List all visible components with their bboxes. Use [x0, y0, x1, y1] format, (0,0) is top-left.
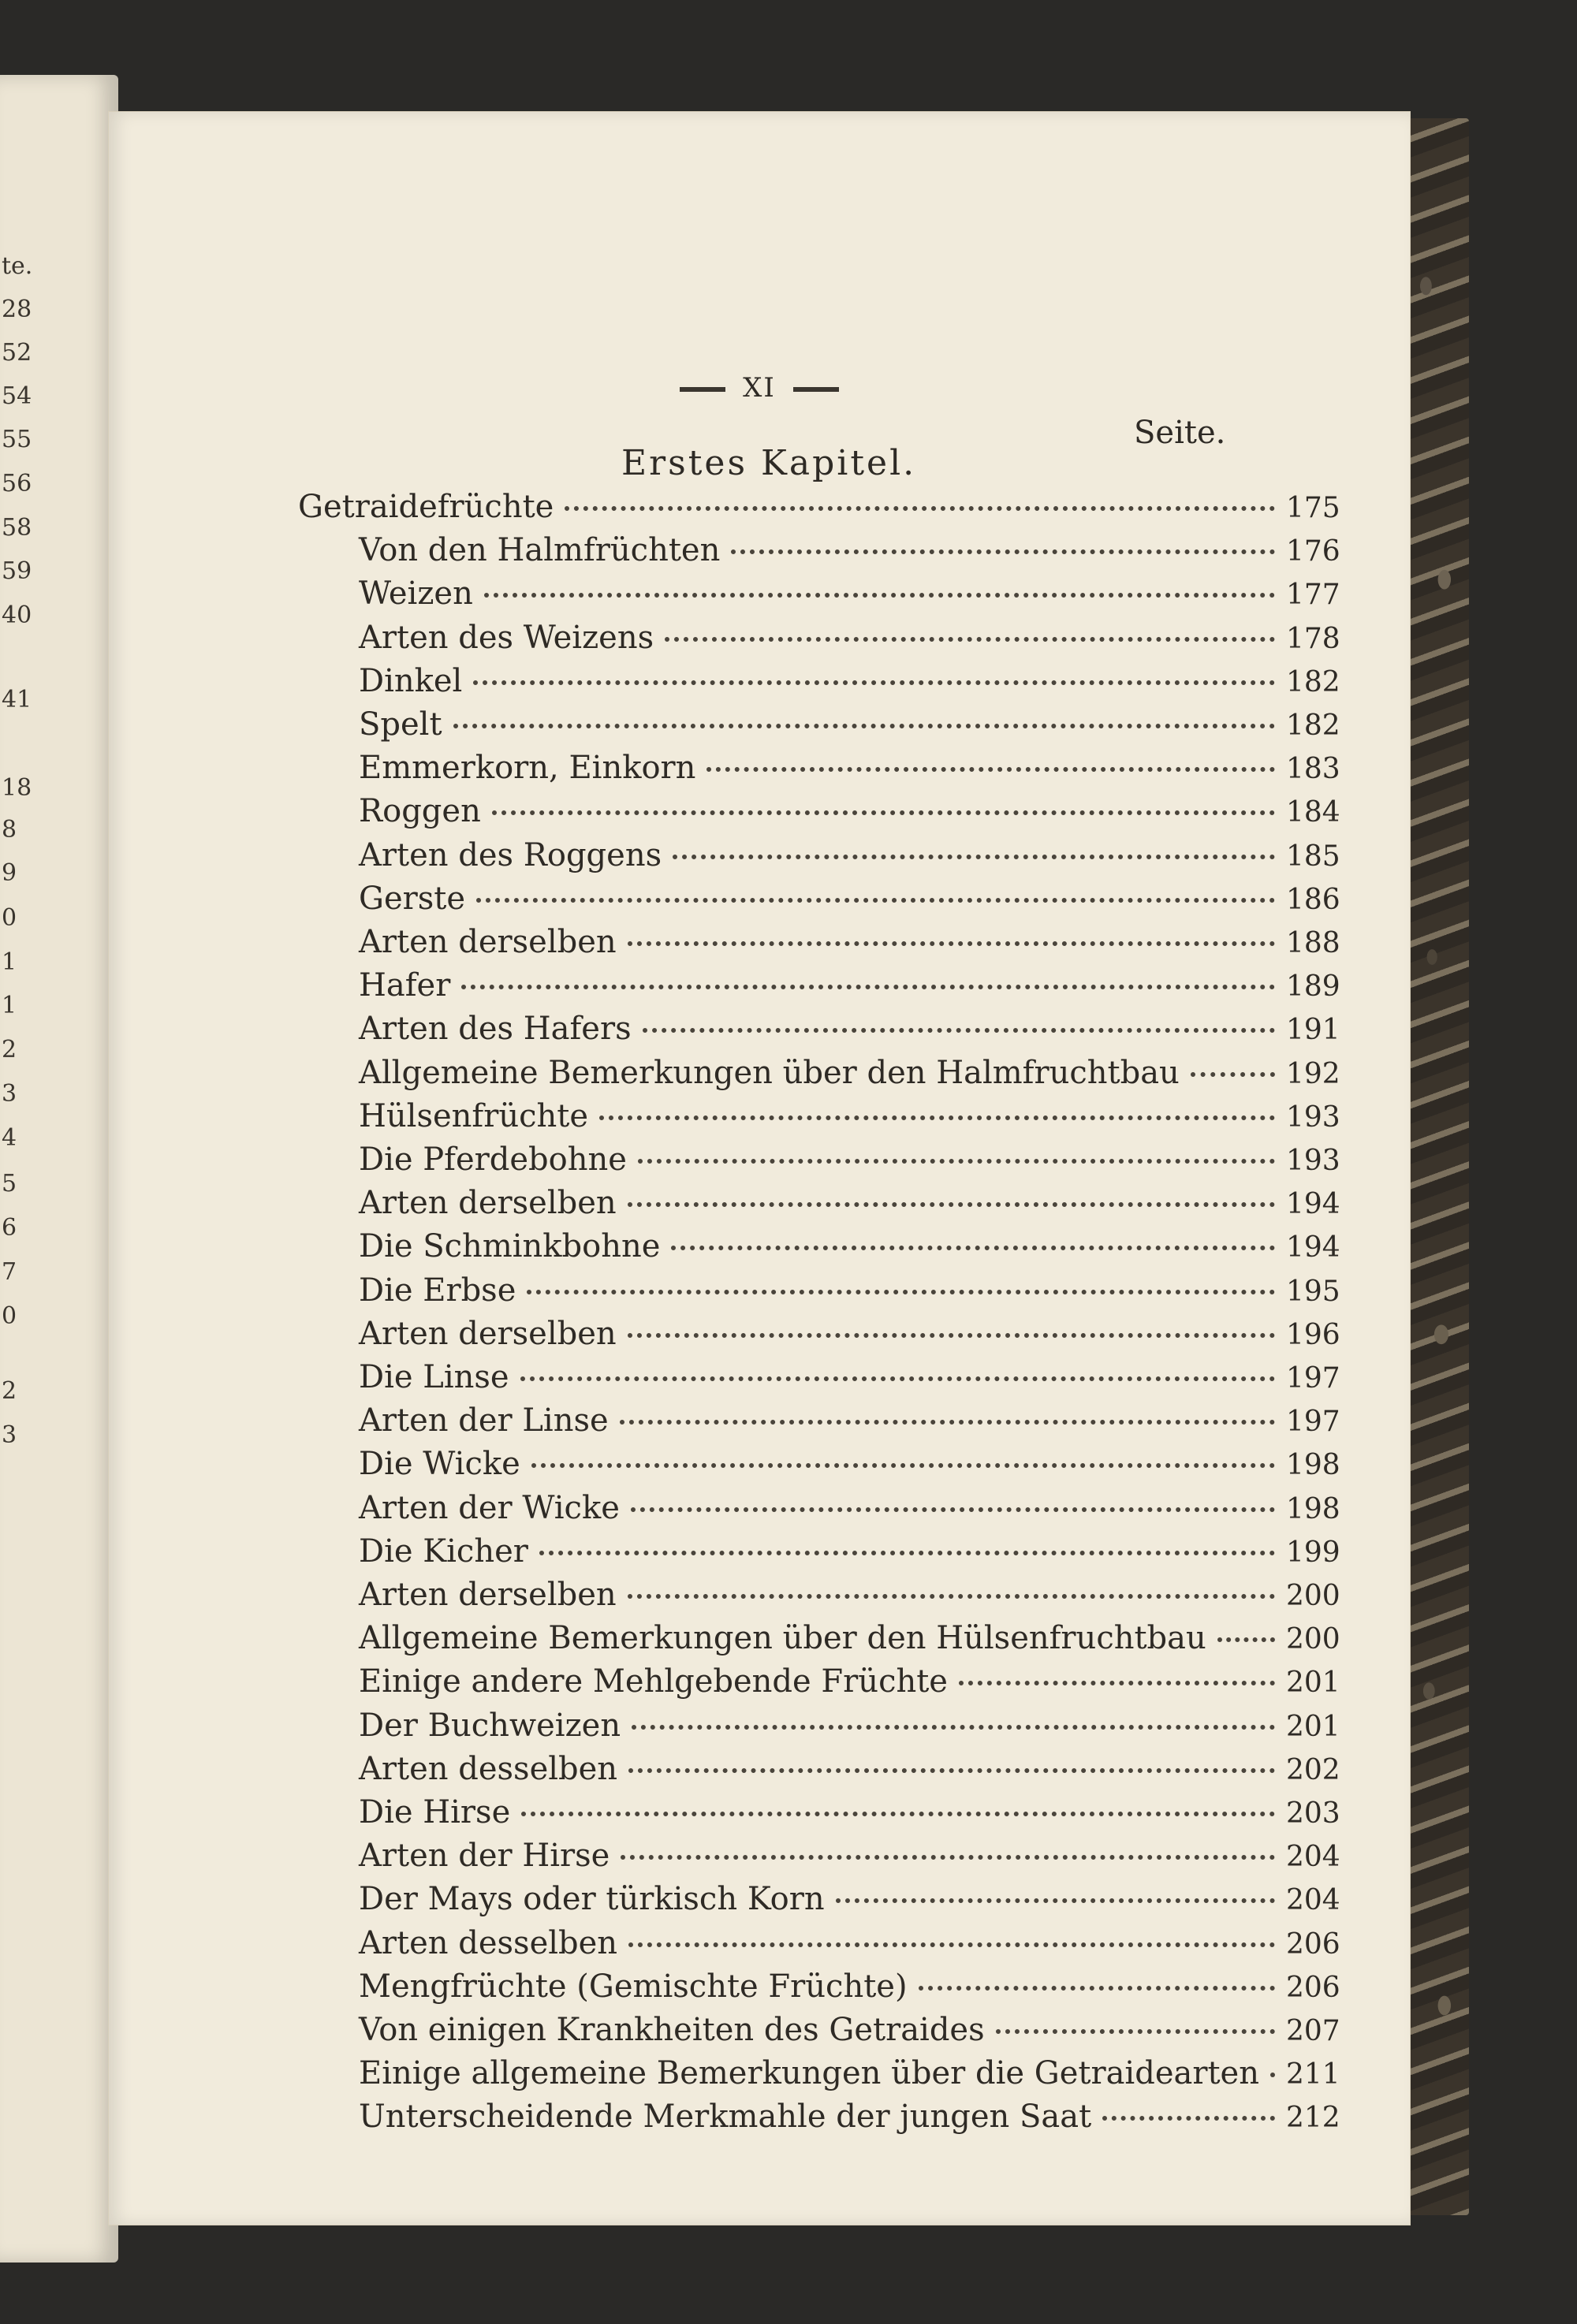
- toc-entry: [359, 1577, 1340, 1618]
- left-page-number: 2: [2, 1036, 17, 1063]
- dot-leader: [484, 593, 1275, 598]
- toc-entry: [359, 662, 1340, 704]
- dot-leader: [1102, 2116, 1275, 2121]
- toc-entry-page-number: 198: [1286, 1449, 1340, 1482]
- dot-leader: [628, 1202, 1275, 1207]
- dot-leader: [520, 1376, 1275, 1381]
- dot-leader: [628, 1942, 1275, 1947]
- toc-entry-title: Einige andere Mehlgebende Früchte: [359, 1663, 948, 1700]
- dot-leader: [628, 1768, 1275, 1773]
- toc-entry-title: Allgemeine Bemerkungen über den Hülsenfruchtbau: [359, 1620, 1206, 1657]
- dot-leader: [1191, 1072, 1275, 1077]
- toc-entry-page-number: 183: [1286, 753, 1340, 786]
- toc-entry-title: Arten der Hirse: [359, 1838, 610, 1875]
- toc-entry-title: Mengfrüchte (Gemischte Früchte): [359, 1968, 908, 2005]
- toc-entry: [359, 532, 1340, 573]
- toc-entry: [359, 1097, 1340, 1139]
- dot-leader: [1217, 1637, 1275, 1642]
- toc-entry: [359, 1446, 1340, 1487]
- toc-entry: [359, 1315, 1340, 1357]
- toc-entry-page-number: 188: [1286, 927, 1340, 959]
- toc-entry-page-number: 197: [1286, 1406, 1340, 1439]
- toc-entry: [359, 1620, 1340, 1661]
- dot-leader: [836, 1898, 1275, 1903]
- toc-entry-title: Arten der Linse: [359, 1402, 609, 1439]
- rule-left: [680, 387, 725, 392]
- toc-entry-title: Roggen: [359, 793, 481, 830]
- toc-entry: [359, 1011, 1340, 1052]
- toc-entry-title: Dinkel: [359, 662, 463, 699]
- toc-entry-title: Hülsenfrüchte: [359, 1097, 588, 1134]
- left-page-number: 1: [2, 948, 17, 976]
- toc-entry-title: Arten der Wicke: [359, 1489, 620, 1526]
- toc-entry-page-number: 194: [1286, 1188, 1340, 1221]
- toc-entry: [359, 1359, 1340, 1400]
- left-page-number: 3: [2, 1080, 17, 1108]
- toc-entry-page-number: 196: [1286, 1318, 1340, 1351]
- toc-entry: [359, 1924, 1340, 1966]
- dot-leader: [671, 1246, 1275, 1250]
- toc-entry-page-number: 176: [1286, 535, 1340, 568]
- book-edge-marbling: [1407, 118, 1469, 2215]
- toc-entry-title: Die Erbse: [359, 1272, 516, 1309]
- left-page-number: 1: [2, 992, 17, 1019]
- toc-entry: [359, 1228, 1340, 1269]
- dot-leader: [628, 1333, 1275, 1338]
- toc-entry-title: Die Kicher: [359, 1533, 528, 1570]
- toc-entry-title: Allgemeine Bemerkungen über den Halmfruchtbau: [359, 1054, 1180, 1091]
- toc-entry-page-number: 193: [1286, 1145, 1340, 1177]
- toc-entry-title: Die Hirse: [359, 1794, 511, 1831]
- toc-entry-title: Arten derselben: [359, 1315, 617, 1352]
- toc-entry-title: Von einigen Krankheiten des Getraides: [359, 2012, 985, 2048]
- toc-entry: [359, 1794, 1340, 1835]
- toc-entry-title: Hafer: [359, 967, 451, 1004]
- toc-entry-title: Unterscheidende Merkmahle der jungen Saat: [359, 2099, 1092, 2136]
- toc-entry: [359, 1533, 1340, 1574]
- left-page-number: 58: [2, 514, 32, 542]
- toc-entry-title: Arten desselben: [359, 1750, 618, 1787]
- toc-entry: [359, 706, 1340, 747]
- toc-entry-title: Die Schminkbohne: [359, 1228, 661, 1265]
- left-page-number: 56: [2, 470, 32, 497]
- toc-entry-page-number: 193: [1286, 1101, 1340, 1134]
- toc-entry-page-number: 178: [1286, 622, 1340, 655]
- left-page-number: te.: [2, 252, 33, 280]
- dot-leader: [996, 2029, 1275, 2034]
- toc-entry-title: Einige allgemeine Bemerkungen über die Getraidearten: [359, 2055, 1259, 2092]
- toc-entry: [298, 489, 1340, 530]
- dot-leader: [673, 855, 1275, 859]
- dot-leader: [631, 1507, 1275, 1512]
- toc-entry-page-number: 189: [1286, 970, 1340, 1004]
- toc-entry-title: Arten desselben: [359, 1924, 618, 1961]
- left-page-number: 40: [2, 601, 32, 629]
- dot-leader: [492, 810, 1275, 815]
- toc-entry-page-number: 182: [1286, 665, 1340, 698]
- toc-entry-page-number: 204: [1286, 1841, 1340, 1874]
- toc-entry-page-number: 206: [1286, 1971, 1340, 2004]
- toc-entry-page-number: 177: [1286, 579, 1340, 612]
- dot-leader: [919, 1986, 1275, 1991]
- left-page-number: 0: [2, 904, 17, 932]
- left-page-number: 3: [2, 1421, 17, 1449]
- left-page-number: 0: [2, 1302, 17, 1330]
- toc-entry-title: Emmerkorn, Einkorn: [359, 750, 696, 787]
- toc-entry-page-number: 212: [1286, 2102, 1340, 2135]
- left-page-number: 54: [2, 382, 32, 410]
- rule-right: [793, 387, 839, 392]
- dot-leader: [521, 1812, 1275, 1816]
- dot-leader: [1270, 2073, 1275, 2077]
- page-number: XI: [743, 372, 776, 404]
- toc-entry-page-number: 200: [1286, 1580, 1340, 1612]
- toc-entry-page-number: 194: [1286, 1231, 1340, 1264]
- left-page-number: 9: [2, 859, 17, 887]
- toc-entry-page-number: 182: [1286, 709, 1340, 742]
- toc-entry: [359, 619, 1340, 661]
- left-page-number: 7: [2, 1258, 17, 1286]
- toc-entry: [359, 1750, 1340, 1792]
- toc-entry-page-number: 211: [1286, 2058, 1340, 2091]
- toc-entry-page-number: 192: [1286, 1057, 1340, 1090]
- left-page-number: 55: [2, 426, 32, 453]
- toc-entry-title: Die Wicke: [359, 1446, 520, 1483]
- dot-leader: [621, 1855, 1275, 1860]
- toc-entry: [359, 1054, 1340, 1096]
- toc-entry: [359, 836, 1340, 878]
- dot-leader: [565, 506, 1275, 511]
- toc-entry: [359, 1185, 1340, 1226]
- toc-entry-page-number: 186: [1286, 883, 1340, 916]
- book-page: [109, 112, 1410, 2225]
- left-page-number: 18: [2, 774, 32, 802]
- page-number-header: [109, 372, 1410, 404]
- toc-entry-page-number: 204: [1286, 1884, 1340, 1917]
- toc-entry-title: Die Linse: [359, 1359, 509, 1395]
- dot-leader: [531, 1463, 1275, 1468]
- toc-entry-title: Arten derselben: [359, 1185, 617, 1222]
- dot-leader: [665, 637, 1275, 642]
- toc-entry: [359, 967, 1340, 1008]
- toc-entry-title: Von den Halmfrüchten: [359, 532, 721, 569]
- dot-leader: [527, 1290, 1275, 1294]
- toc-entry-title: Gerste: [359, 880, 466, 917]
- dot-leader: [539, 1551, 1275, 1555]
- toc-entry-title: Arten des Weizens: [359, 619, 654, 656]
- toc-entry-title: Die Pferdebohne: [359, 1142, 627, 1178]
- toc-entry-title: Arten des Roggens: [359, 836, 662, 873]
- dot-leader: [453, 724, 1275, 728]
- toc-entry-page-number: 198: [1286, 1492, 1340, 1525]
- left-page-number: 2: [2, 1377, 17, 1405]
- toc-entry-page-number: 203: [1286, 1797, 1340, 1830]
- toc-entry-page-number: 200: [1286, 1623, 1340, 1656]
- toc-entry: [359, 1272, 1340, 1313]
- toc-entry-title: Arten derselben: [359, 1577, 617, 1613]
- toc-entry: [359, 924, 1340, 965]
- toc-entry: [359, 1142, 1340, 1182]
- toc-entry-title: Der Mays oder türkisch Korn: [359, 1881, 825, 1918]
- toc-entry-page-number: 202: [1286, 1753, 1340, 1786]
- toc-entry-page-number: 184: [1286, 796, 1340, 829]
- left-page-number: 5: [2, 1170, 17, 1197]
- toc-entry: [359, 1402, 1340, 1443]
- toc-entry: [359, 1968, 1340, 2009]
- toc-entry: [359, 880, 1340, 922]
- toc-entry: [359, 2012, 1340, 2053]
- dot-leader: [638, 1159, 1275, 1164]
- toc-entry-page-number: 175: [1286, 492, 1340, 524]
- left-page-number: 6: [2, 1214, 17, 1242]
- dot-leader: [628, 1594, 1275, 1599]
- toc-entry: [359, 1838, 1340, 1879]
- toc-entry: [359, 1663, 1340, 1704]
- toc-entry: [359, 1489, 1340, 1531]
- toc-entry-title: Spelt: [359, 706, 442, 743]
- toc-entry-title: Arten des Hafers: [359, 1011, 632, 1048]
- toc-entry-title: Arten derselben: [359, 924, 617, 960]
- toc-entry: [359, 1881, 1340, 1922]
- chapter-title: Erstes Kapitel.: [621, 443, 917, 483]
- dot-leader: [473, 680, 1275, 685]
- dot-leader: [599, 1115, 1275, 1120]
- toc-entry-page-number: 201: [1286, 1710, 1340, 1743]
- toc-entry: [359, 575, 1340, 616]
- toc-entry-page-number: 197: [1286, 1362, 1340, 1395]
- left-page-number: 52: [2, 339, 32, 367]
- toc-entry-page-number: 185: [1286, 840, 1340, 873]
- left-facing-page: [0, 75, 118, 2263]
- toc-entry: [359, 750, 1340, 791]
- seite-column-label: Seite.: [1134, 415, 1226, 451]
- toc-entry-page-number: 191: [1286, 1014, 1340, 1047]
- toc-entry: [359, 793, 1340, 834]
- toc-entry-title: Der Buchweizen: [359, 1707, 621, 1744]
- dot-leader: [628, 941, 1275, 946]
- toc-entry-page-number: 195: [1286, 1275, 1340, 1308]
- toc-entry-page-number: 201: [1286, 1667, 1340, 1700]
- left-page-number: 59: [2, 557, 32, 585]
- left-page-number: 41: [2, 686, 32, 713]
- toc-entry-title: Getraidefrüchte: [298, 489, 554, 525]
- dot-leader: [461, 985, 1275, 989]
- dot-leader: [620, 1420, 1275, 1425]
- left-page-number: 28: [2, 296, 32, 323]
- toc-entry-page-number: 199: [1286, 1536, 1340, 1569]
- left-page-number: 8: [2, 816, 17, 844]
- dot-leader: [706, 767, 1275, 772]
- left-page-number: 4: [2, 1124, 17, 1152]
- dot-leader: [643, 1028, 1275, 1033]
- dot-leader: [476, 898, 1275, 903]
- dot-leader: [731, 549, 1275, 554]
- toc-entry-page-number: 206: [1286, 1927, 1340, 1961]
- toc-entry: [359, 2099, 1340, 2140]
- toc-entry-page-number: 207: [1286, 2015, 1340, 2047]
- toc-entry: [359, 1707, 1340, 1749]
- toc-entry-title: Weizen: [359, 575, 473, 613]
- dot-leader: [632, 1725, 1275, 1730]
- toc-entry: [359, 2055, 1340, 2096]
- dot-leader: [959, 1681, 1275, 1685]
